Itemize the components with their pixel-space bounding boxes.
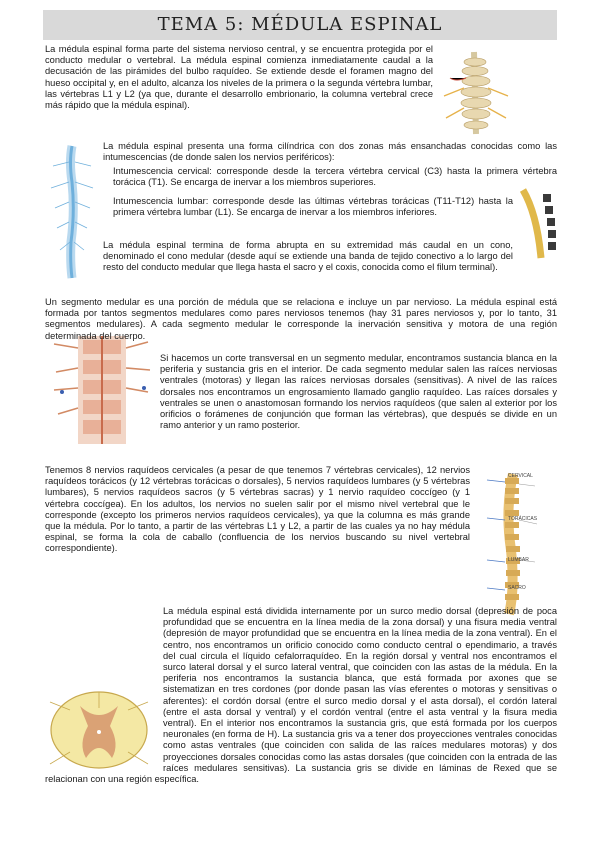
label-toracic: TORÁCICAS <box>508 516 538 522</box>
label-sacro: SACRO <box>508 585 526 591</box>
page-title: TEMA 5: MÉDULA ESPINAL <box>157 14 443 35</box>
label-lumbar: LUMBAR <box>508 557 529 563</box>
para-division: La médula espinal está dividida internamente por un surco medio dorsal (depresión de poca profundidad que se encuentra en la línea media de la zona dorsal) y una fisura media ventral (depresión de mayor profundidad que se encuentra en la línea media de la zona ventral). En el centro, nos encontramos un orificio conocido como conducto central o ependimario, a través del cual circula el líquido cefalorraquídeo. En la región dorsal y ventral nos encontramos el surco lateral dorsal y el surco lateral ventral, que coinciden con las astas de la médula. En la periferia nos encontramos la sustancia blanca, que está formada por axones que se sistematizan en tres cordones (por donde pasan las vías eferentes o motoras y sensitivas o aferentes): el cordón dorsal (entre el surco medio dorsal y el asta dorsal), el cordón lateral (entre el asta dorsal y ventral) y el cordón ventral (entre el asta ventral y la fisura media ventral). En el interior nos encontramos la sustancia gris, que está formada por los cuerpos neuronales (en forma de H). La sustancia gris va a tener dos proyecciones ventrales conocidas como astas ventrales (que coinciden con salida de las raíces medulares motoras) y dos proyecciones dorsales conocidas como las astas dorsales (que coinciden con la entrada de las raíces medulares sensitivas). La sustancia gris se divide en láminas de Rexed que se relacionan con una región específica. <box>45 606 557 785</box>
segment-illustration <box>48 330 156 450</box>
spinal-cord-illustration <box>45 142 100 282</box>
title-bar <box>43 10 557 40</box>
cauda-equina-illustration <box>515 184 563 264</box>
spine-illustration <box>436 48 516 138</box>
para-forma: La médula espinal presenta una forma cilíndrica con dos zonas más ensanchadas conocidas como las intumescencias (de donde salen los nervios periféricos): <box>103 141 557 163</box>
para-corte: Si hacemos un corte transversal en un segmento medular, encontramos sustancia blanca en la periferia y sustancia gris en el interior. De cada segmento medular salen las raíces nerviosas ventrales (motoras) y llegan las raíces nerviosas dorsales (sensitivas). A nivel de las raíces dorsales nos encontramos un engrosamiento llamado ganglio raquídeo. Las raíces dorsales y ventrales se unen o anastomosan formando los nervios raquídeos (que salen al exterior por los orificios o forámenes de conjunción que forman las vértebras), que después se divide en un ramo anterior y un ramo posterior. <box>160 353 557 431</box>
para-nervios: Tenemos 8 nervios raquídeos cervicales (a pesar de que tenemos 7 vértebras cervicales), 12 nervios raquídeos torácicos (y 12 vértebras torácicas o dorsales), 5 nervios raquídeos lumbares (y 5 vértebras lumbares), 5 nervios raquídeos sacros (y 5 vértebras sacras) y 1 nervio raquídeo coccígeo (y 1 vértebra coccígea). En los adultos, los nervios no suelen salir por el mismo nivel vertebral que le corresponde (excepto los primeros nervios raquídeos cervicales), ya que la columna es más grande que la médula. Por lo tanto, a partir de las vértebras L1 y L2, a partir de las cuales ya no hay médula espinal, se forma la cola de caballo (confluencia de los nervios buscando su nivel vertebral correspondiente). <box>45 465 470 554</box>
bullet-cervical: Intumescencia cervical: corresponde desde la tercera vértebra cervical (C3) hasta la primera vértebra torácica (T1). Se encarga de inervar a los miembros superiores. <box>113 166 557 188</box>
para-cono: La médula espinal termina de forma abrupta en su extremidad más caudal en un cono, denominado el cono medular (desde aquí se extiende una banda de tejido conectivo a lo largo del resto del conducto medular que llega hasta el sacro y el coxis, conocida como el filum terminal). <box>103 240 513 273</box>
bullet-lumbar: Intumescencia lumbar: corresponde desde las últimas vértebras torácicas (T11-T12) hasta la primera vértebra lumbar (L1). Se encarga de inervar a los miembros inferiores. <box>113 196 513 218</box>
para-intro: La médula espinal forma parte del sistema nervioso central, y se encuentra protegida por el conducto medular o vertebral. La médula espinal comienza inmediatamente caudal a la decusación de las pirámides del bulbo raquídeo. Se extiende desde el foramen magno del hueso occipital y, en el adulto, alcanza los niveles de la primera o la segunda vértebra lumbar, las vértebras L1 y L2 (ya que, durante el desarrollo embrionario, la columna vertebral crece más rápido que la médula espinal). <box>45 44 433 111</box>
label-cervical: CERVICAL <box>508 473 533 479</box>
para-segmento: Un segmento medular es una porción de médula que se relaciona e incluye un par nervioso. La médula espinal está formada por tantos segmentos medulares como pares nerviosos tenemos (hay 31 pares nerviosos y, por lo tanto, 31 segmentos medulares). A cada segmento medular le corresponde la inervación sensitiva y motora de una región determinada del cuerpo. <box>45 297 557 341</box>
vertebral-column-illustration <box>475 470 573 618</box>
